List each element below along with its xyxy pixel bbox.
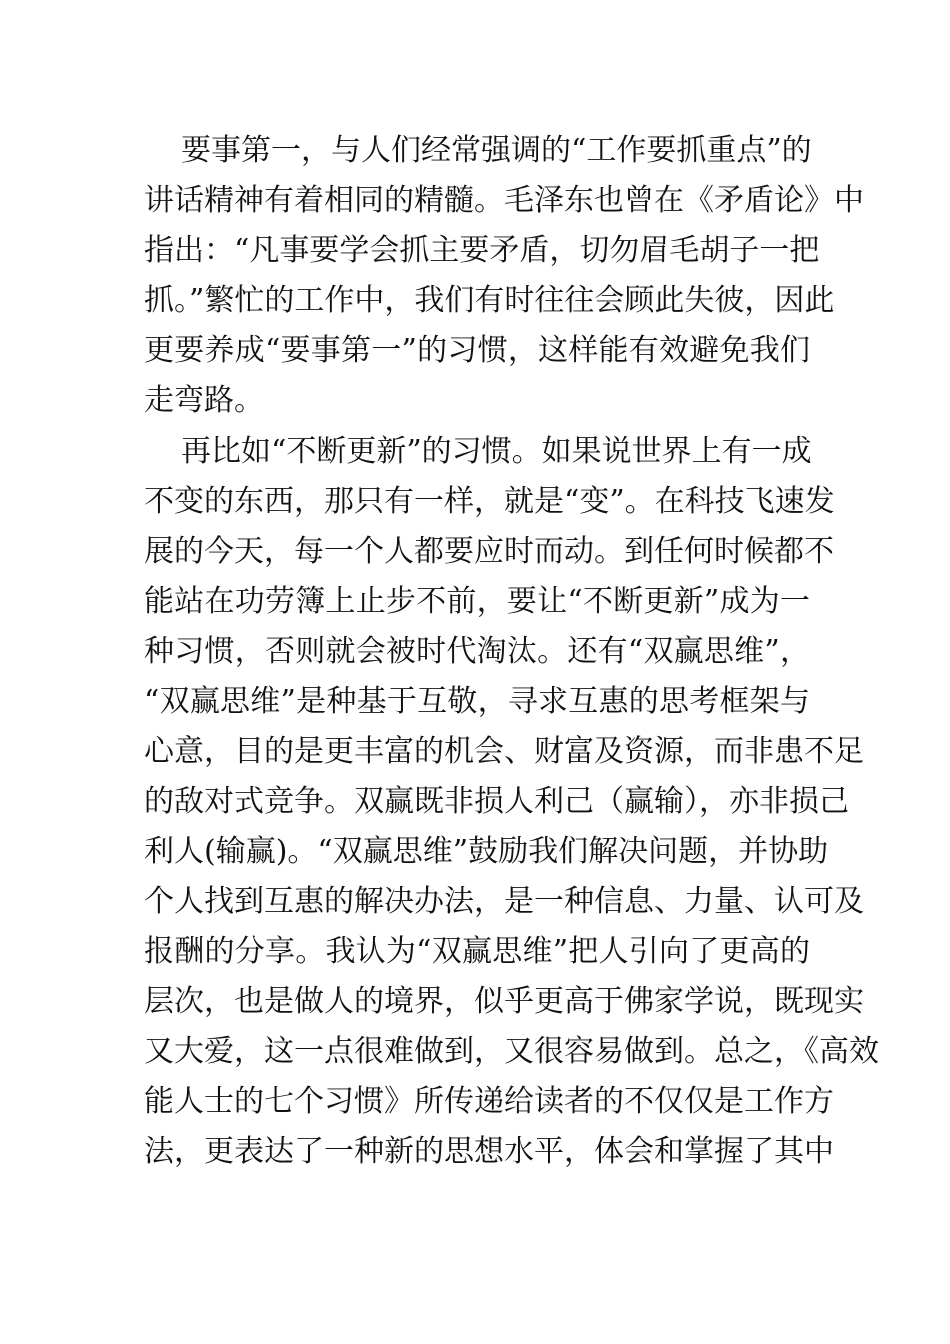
text-line: 心意，目的是更丰富的机会、财富及资源，而非患不足 [144,734,864,769]
text-line: 能人士的七个习惯》所传递给读者的不仅仅是工作方 [144,1084,834,1119]
text-line: 讲话精神有着相同的精髓。毛泽东也曾在《矛盾论》中 [144,183,864,218]
body-text [144,126,879,1177]
text-line: 再比如“不断更新”的习惯。如果说世界上有一成 [181,434,812,469]
text-line: 指出：“凡事要学会抓主要矛盾，切勿眉毛胡子一把 [144,233,820,268]
text-line: 的敌对式竞争。双赢既非损人利己（赢输），亦非损己 [144,784,849,819]
text-line: 抓。”繁忙的工作中，我们有时往往会顾此失彼，因此 [144,283,835,318]
text-line: 报酬的分享。我认为“双赢思维”把人引向了更高的 [144,934,810,969]
text-line: 层次，也是做人的境界，似乎更高于佛家学说，既现实 [144,984,864,1019]
text-line: 法，更表达了一种新的思想水平，体会和掌握了其中 [144,1134,834,1169]
text-line: 能站在功劳簿上止步不前，要让“不断更新”成为一 [144,584,810,619]
text-line: 不变的东西，那只有一样，就是“变”。在科技飞速发 [144,484,835,519]
text-line: “双赢思维”是种基于互敬，寻求互惠的思考框架与 [144,684,810,719]
text-line: 利人(输赢)。“双赢思维”鼓励我们解决问题，并协助 [144,834,829,869]
text-line: 更要养成“要事第一”的习惯，这样能有效避免我们 [144,333,810,368]
text-line: 走弯路。 [144,383,264,418]
text-line: 种习惯，否则就会被时代淘汰。还有“双赢思维”， [144,634,810,669]
paragraph-2 [144,427,879,1177]
text-line: 又大爱，这一点很难做到，又很容易做到。总之，《高效 [144,1034,879,1069]
text-line: 展的今天，每一个人都要应时而动。到任何时候都不 [144,534,834,569]
text-line: 个人找到互惠的解决办法，是一种信息、力量、认可及 [144,884,864,919]
text-line: 要事第一，与人们经常强调的“工作要抓重点”的 [181,133,812,168]
paragraph-1 [144,126,864,426]
